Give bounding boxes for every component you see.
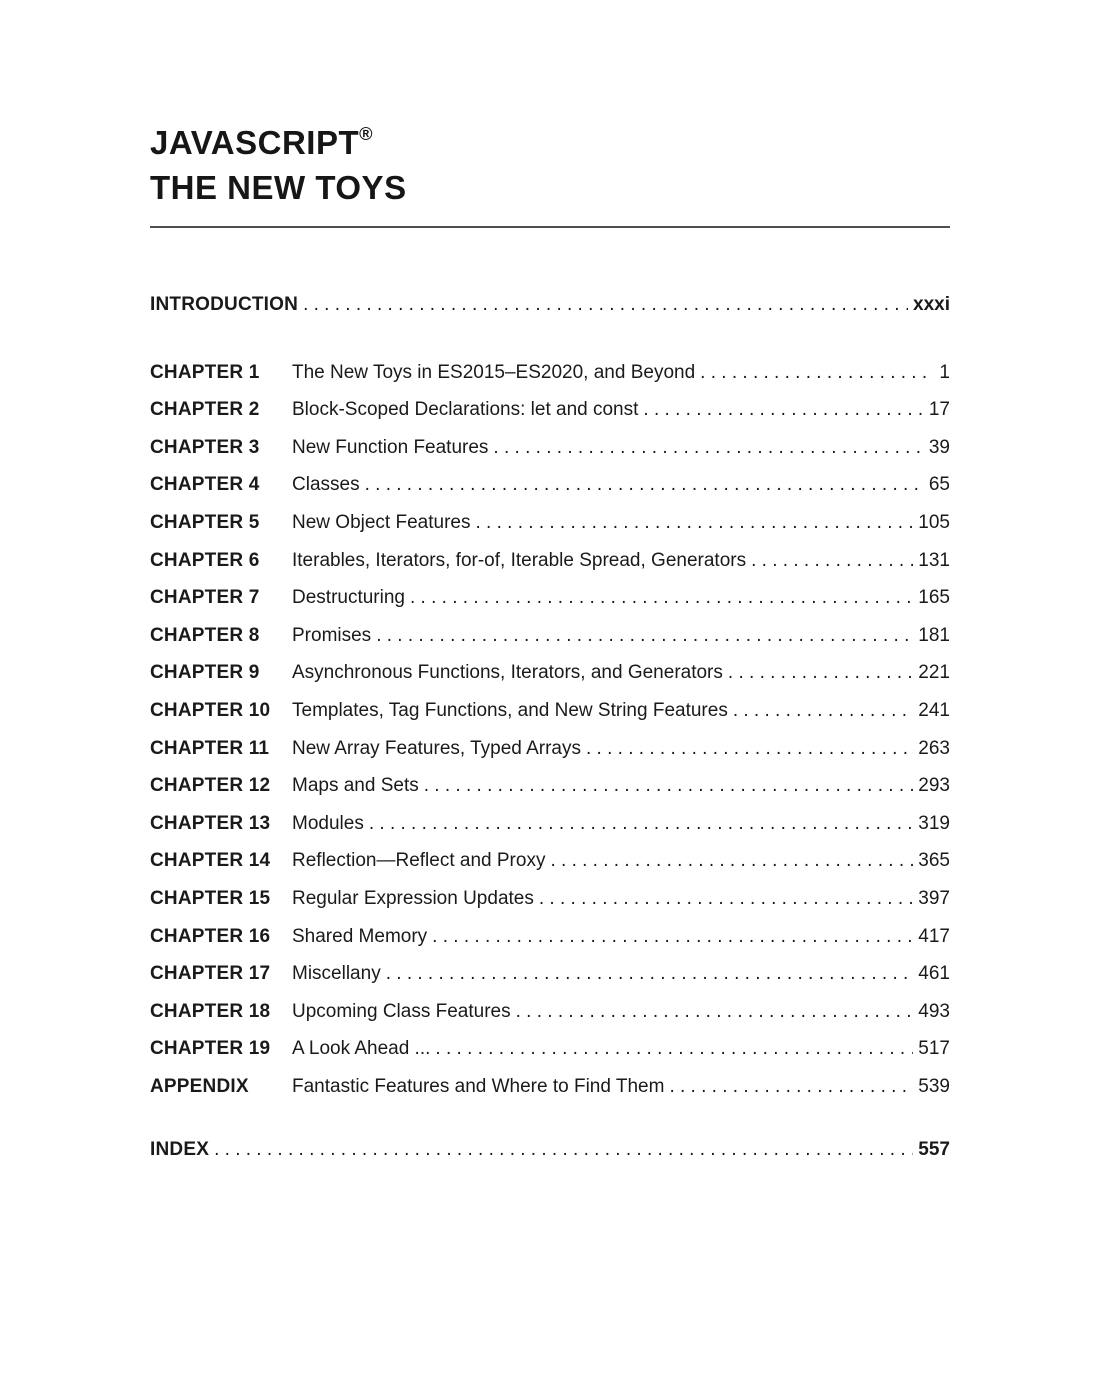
chapter-title: Miscellany: [292, 963, 381, 985]
toc-row: [150, 617, 950, 655]
book-title-block: [150, 112, 950, 228]
chapter-label: CHAPTER 8: [150, 624, 260, 646]
toc-row: [150, 918, 950, 956]
chapter-list: [150, 354, 950, 1106]
chapter-page-number: 517: [918, 1038, 950, 1060]
leader-dots: [643, 391, 923, 429]
leader-dots: [303, 286, 908, 324]
chapter-label: CHAPTER 4: [150, 474, 260, 496]
chapter-label: CHAPTER 7: [150, 587, 260, 609]
chapter-page-number: 417: [918, 925, 950, 947]
toc-row: [150, 842, 950, 880]
leader-dots: [369, 805, 913, 843]
leader-dots: [432, 918, 913, 956]
chapter-label: CHAPTER 1: [150, 361, 260, 383]
chapter-page-number: 221: [918, 662, 950, 684]
leader-dots: [700, 354, 934, 392]
book-title-line2: THE NEW TOYS: [150, 169, 407, 206]
chapter-title: Block-Scoped Declarations: let and const: [292, 399, 639, 421]
chapter-page-number: 65: [928, 474, 950, 496]
chapter-title: Maps and Sets: [292, 775, 419, 797]
chapter-label: CHAPTER 2: [150, 399, 260, 421]
leader-dots: [435, 1030, 913, 1068]
chapter-page-number: 319: [918, 812, 950, 834]
index-page-number: 557: [918, 1139, 950, 1161]
chapter-label: CHAPTER 19: [150, 1038, 271, 1060]
leader-dots: [751, 542, 913, 580]
chapter-page-number: 293: [918, 775, 950, 797]
toc-row: [150, 654, 950, 692]
toc-row: [150, 993, 950, 1031]
chapter-page-number: 493: [918, 1000, 950, 1022]
leader-dots: [669, 1068, 913, 1106]
introduction-label: INTRODUCTION: [150, 294, 299, 315]
chapter-title: New Object Features: [292, 511, 471, 533]
chapter-label: APPENDIX: [150, 1075, 249, 1097]
chapter-title: Reflection—Reflect and Proxy: [292, 850, 546, 872]
chapter-label: CHAPTER 14: [150, 850, 271, 872]
chapter-page-number: 39: [928, 436, 950, 458]
toc-row: [150, 955, 950, 993]
leader-dots: [586, 730, 913, 768]
chapter-title: Asynchronous Functions, Iterators, and Generators: [292, 662, 723, 684]
chapter-label: CHAPTER 3: [150, 436, 260, 458]
toc-row: [150, 880, 950, 918]
chapter-title: Iterables, Iterators, for-of, Iterable Spread, Generators: [292, 549, 747, 571]
leader-dots: [550, 842, 913, 880]
toc-row: [150, 767, 950, 805]
toc-row: [150, 730, 950, 768]
introduction-row: [150, 286, 950, 324]
chapter-page-number: 105: [918, 511, 950, 533]
table-of-contents: [150, 286, 950, 1169]
toc-row: [150, 805, 950, 843]
chapter-label: CHAPTER 17: [150, 963, 271, 985]
chapter-page-number: 263: [918, 737, 950, 759]
registered-trademark-mark: ®: [359, 124, 373, 144]
toc-row: [150, 354, 950, 392]
introduction-page-number: xxxi: [913, 294, 950, 315]
leader-dots: [475, 504, 913, 542]
chapter-title: Upcoming Class Features: [292, 1000, 511, 1022]
chapter-page-number: 397: [918, 887, 950, 909]
toc-row: [150, 542, 950, 580]
leader-dots: [365, 466, 924, 504]
chapter-label: CHAPTER 6: [150, 549, 260, 571]
chapter-label: CHAPTER 15: [150, 887, 271, 909]
chapter-title: Shared Memory: [292, 925, 428, 947]
chapter-page-number: 181: [918, 624, 950, 646]
chapter-title: Classes: [292, 474, 360, 496]
leader-dots: [733, 692, 913, 730]
chapter-label: CHAPTER 18: [150, 1000, 271, 1022]
toc-row: [150, 391, 950, 429]
index-label: INDEX: [150, 1139, 210, 1161]
leader-dots: [214, 1131, 913, 1169]
chapter-label: CHAPTER 10: [150, 699, 271, 721]
leader-dots: [728, 654, 913, 692]
toc-row: [150, 579, 950, 617]
index-row: [150, 1131, 950, 1169]
chapter-label: CHAPTER 12: [150, 775, 271, 797]
leader-dots: [386, 955, 914, 993]
toc-row: [150, 466, 950, 504]
book-title-line1: JAVASCRIPT: [150, 124, 360, 161]
chapter-title: A Look Ahead ...: [292, 1038, 431, 1060]
chapter-title: New Array Features, Typed Arrays: [292, 737, 581, 759]
chapter-page-number: 365: [918, 850, 950, 872]
leader-dots: [376, 617, 913, 655]
toc-row: [150, 1068, 950, 1106]
title-rule-divider: [150, 226, 950, 228]
chapter-page-number: 131: [918, 549, 950, 571]
chapter-label: CHAPTER 13: [150, 812, 271, 834]
chapter-title: New Function Features: [292, 436, 489, 458]
leader-dots: [410, 579, 913, 617]
leader-dots: [516, 993, 914, 1031]
toc-row: [150, 429, 950, 467]
leader-dots: [539, 880, 913, 918]
leader-dots: [493, 429, 923, 467]
toc-row: [150, 692, 950, 730]
chapter-label: CHAPTER 5: [150, 511, 260, 533]
chapter-title: The New Toys in ES2015–ES2020, and Beyond: [292, 361, 696, 383]
chapter-page-number: 1: [939, 361, 950, 383]
chapter-label: CHAPTER 9: [150, 662, 260, 684]
chapter-title: Modules: [292, 812, 364, 834]
chapter-page-number: 241: [918, 699, 950, 721]
chapter-title: Promises: [292, 624, 372, 646]
toc-row: [150, 504, 950, 542]
chapter-title: Templates, Tag Functions, and New String Features: [292, 699, 728, 721]
toc-row: [150, 1030, 950, 1068]
leader-dots: [424, 767, 914, 805]
chapter-title: Destructuring: [292, 587, 405, 609]
chapter-page-number: 165: [918, 587, 950, 609]
chapter-title: Regular Expression Updates: [292, 887, 534, 909]
chapter-page-number: 461: [918, 963, 950, 985]
chapter-label: CHAPTER 16: [150, 925, 271, 947]
chapter-page-number: 17: [928, 399, 950, 421]
book-title: [150, 112, 950, 210]
chapter-title: Fantastic Features and Where to Find Them: [292, 1075, 665, 1097]
chapter-page-number: 539: [918, 1075, 950, 1097]
chapter-label: CHAPTER 11: [150, 737, 270, 759]
